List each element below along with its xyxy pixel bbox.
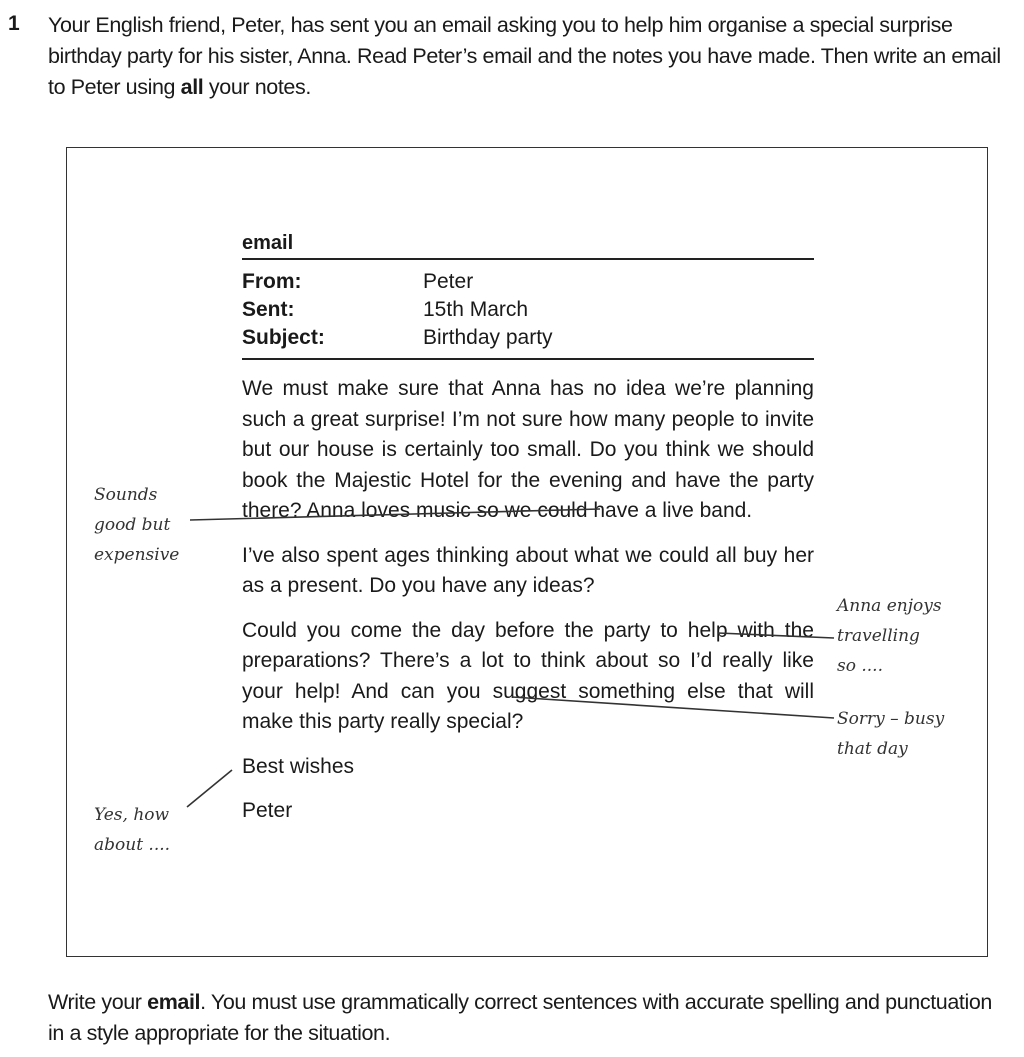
footer-text-end: . You must use grammatically correct sentences with accurate spelling and punctuation in a style appropriate for the situation. bbox=[48, 990, 992, 1045]
note-line: travelling bbox=[837, 626, 920, 646]
instruction-text: Your English friend, Peter, has sent you an email asking you to help him organise a special surprise birthday party for his sister, Anna. Read Peter’s email and the notes you have made. Then write an email to Peter using bbox=[48, 13, 1001, 99]
annotation-line bbox=[187, 770, 232, 807]
note-line: Sounds bbox=[94, 485, 158, 505]
instruction-text-end: your notes. bbox=[203, 75, 311, 99]
question-number: 1 bbox=[8, 12, 20, 35]
email-closing: Best wishes bbox=[242, 754, 355, 778]
note-line: that day bbox=[837, 739, 908, 759]
annotation-line bbox=[190, 509, 600, 520]
note-line: Yes, how bbox=[94, 805, 170, 825]
email-paragraph: I’ve also spent ages thinking about what we could all buy her as a present. Do you have any ideas? bbox=[242, 543, 814, 597]
note-line: about .... bbox=[94, 835, 171, 855]
subject-label: Subject: bbox=[242, 326, 325, 349]
email-signature: Peter bbox=[242, 798, 293, 822]
annotation-line bbox=[512, 697, 834, 718]
from-label: From: bbox=[242, 270, 302, 293]
from-value: Peter bbox=[423, 270, 474, 293]
instruction-emphasis: all bbox=[180, 75, 204, 99]
annotation-line bbox=[718, 633, 834, 638]
note-line: Sorry – busy bbox=[837, 709, 945, 729]
writing-task-instructions bbox=[48, 987, 1013, 1049]
email-paragraph: We must make sure that Anna has no idea we’re planning such a great surprise! I’m not sure how many people to invite but our house is certainly too small. Do you think we should book the Majestic Hotel for the evening and have the party there? Anna loves music so we could have a live band. bbox=[242, 377, 814, 522]
note-line: Anna enjoys bbox=[837, 596, 942, 616]
email-paragraph: Could you come the day before the party to help with the preparations? There’s a lot to think about so I’d really like your help! And can you suggest something else that will make this party really special? bbox=[242, 618, 814, 733]
note-line: expensive bbox=[94, 545, 180, 565]
subject-value: Birthday party bbox=[423, 326, 553, 349]
footer-text: Write your bbox=[48, 990, 148, 1014]
footer-emphasis: email bbox=[147, 990, 201, 1014]
note-line: good but bbox=[94, 515, 171, 535]
email-title: email bbox=[242, 232, 294, 254]
sent-value: 15th March bbox=[423, 298, 529, 321]
sent-label: Sent: bbox=[242, 298, 295, 321]
note-line: so .... bbox=[837, 656, 883, 676]
